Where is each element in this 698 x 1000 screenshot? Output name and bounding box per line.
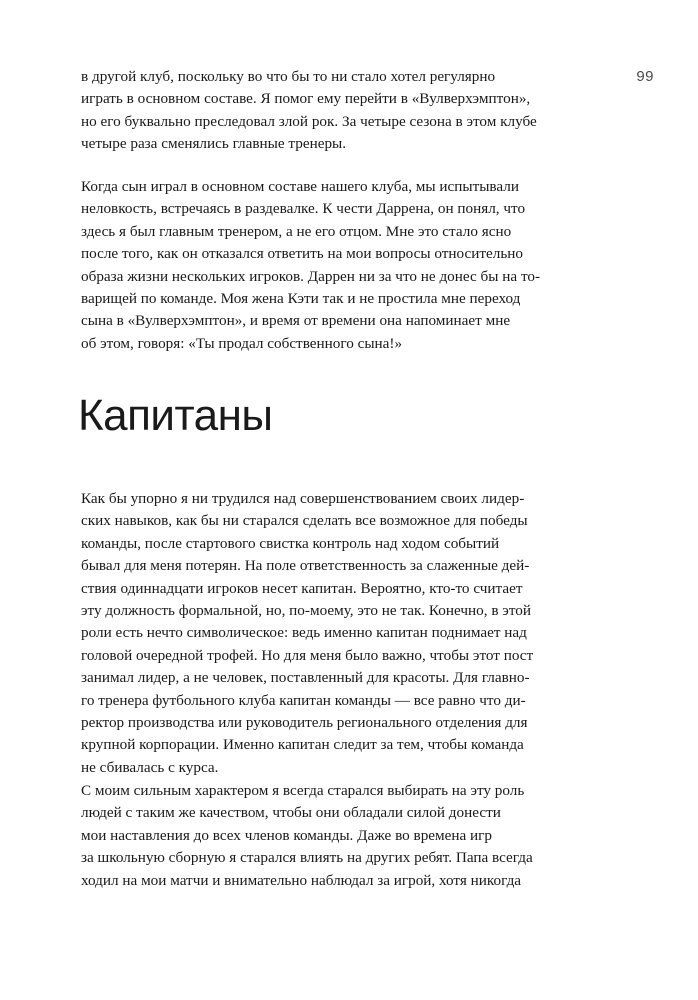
- text-line: крупной корпорации. Именно капитан следит за тем, чтобы команда: [81, 736, 524, 754]
- text-line: эту должность формальной, но, по-моему, это не так. Конечно, в этой: [81, 602, 531, 620]
- text-line: роли есть нечто символическое: ведь именно капитан поднимает над: [81, 624, 527, 642]
- text-line: но его буквально преследовал злой рок. За четыре сезона в этом клубе: [81, 112, 537, 130]
- text-line: команды, после стартового свистка контроль над ходом событий: [81, 534, 500, 552]
- text-line: занимал лидер, а не человек, поставленный для красоты. Для главно-: [81, 669, 530, 687]
- text-line: в другой клуб, поскольку во что бы то ни стало хотел регулярно: [81, 68, 496, 85]
- text-line: Как бы упорно я ни трудился над совершенствованием своих лидер-: [81, 490, 525, 507]
- text-line: ствия одиннадцати игроков несет капитан. Вероятно, кто-то считает: [81, 579, 523, 597]
- text-line: С моим сильным характером я всегда старался выбирать на эту роль: [81, 782, 525, 799]
- text-line: людей с таким же качеством, чтобы они обладали силой донести: [81, 804, 501, 822]
- text-line: после того, как он отказался ответить на мои вопросы относительно: [81, 245, 523, 263]
- paragraph-1: [81, 66, 537, 156]
- text-line: ходил на мои матчи и внимательно наблюдал за игрой, хотя никогда: [81, 871, 522, 889]
- text-line: Когда сын играл в основном составе нашего клуба, мы испытывали: [81, 178, 519, 195]
- text-line: ских навыков, как бы ни старался сделать все возможное для победы: [81, 512, 528, 530]
- text-line: за школьную сборную я старался влиять на других ребят. Папа всегда: [81, 849, 533, 867]
- text-line: неловкость, встречаясь в раздевалке. К чести Даррена, он понял, что: [81, 200, 526, 218]
- text-line: го тренера футбольного клуба капитан команды — все равно что ди-: [81, 691, 526, 709]
- section-heading: Капитаны: [78, 391, 273, 440]
- text-line: четыре раза сменялись главные тренеры.: [81, 135, 347, 153]
- text-line: сына в «Вулверхэмптон», и время от времени она напоминает мне: [81, 312, 511, 330]
- text-line: здесь я был главным тренером, а не его отцом. Мне это стало ясно: [81, 222, 512, 240]
- paragraph-2: [81, 176, 540, 355]
- text-line: варищей по команде. Моя жена Кэти так и не простила мне переход: [81, 290, 521, 308]
- text-line: бывал для меня потерян. На поле ответственность за слаженные дей-: [81, 557, 530, 575]
- text-line: мои наставления до всех членов команды. Даже во времена игр: [81, 826, 493, 844]
- paragraph-3: [81, 488, 533, 779]
- text-line: образа жизни нескольких игроков. Даррен ни за что не донес бы на то-: [81, 267, 541, 285]
- page-number: 99: [636, 68, 654, 85]
- text-line: не сбивалась с курса.: [81, 758, 219, 776]
- paragraph-4: [81, 780, 533, 892]
- text-line: об этом, говоря: «Ты продал собственного сына!»: [81, 334, 403, 352]
- text-line: играть в основном составе. Я помог ему перейти в «Вулверхэмптон»,: [81, 90, 531, 108]
- text-line: ректор производства или руководитель регионального отделения для: [81, 714, 528, 732]
- text-line: головой очередной трофей. Но для меня было важно, чтобы этот пост: [81, 646, 534, 664]
